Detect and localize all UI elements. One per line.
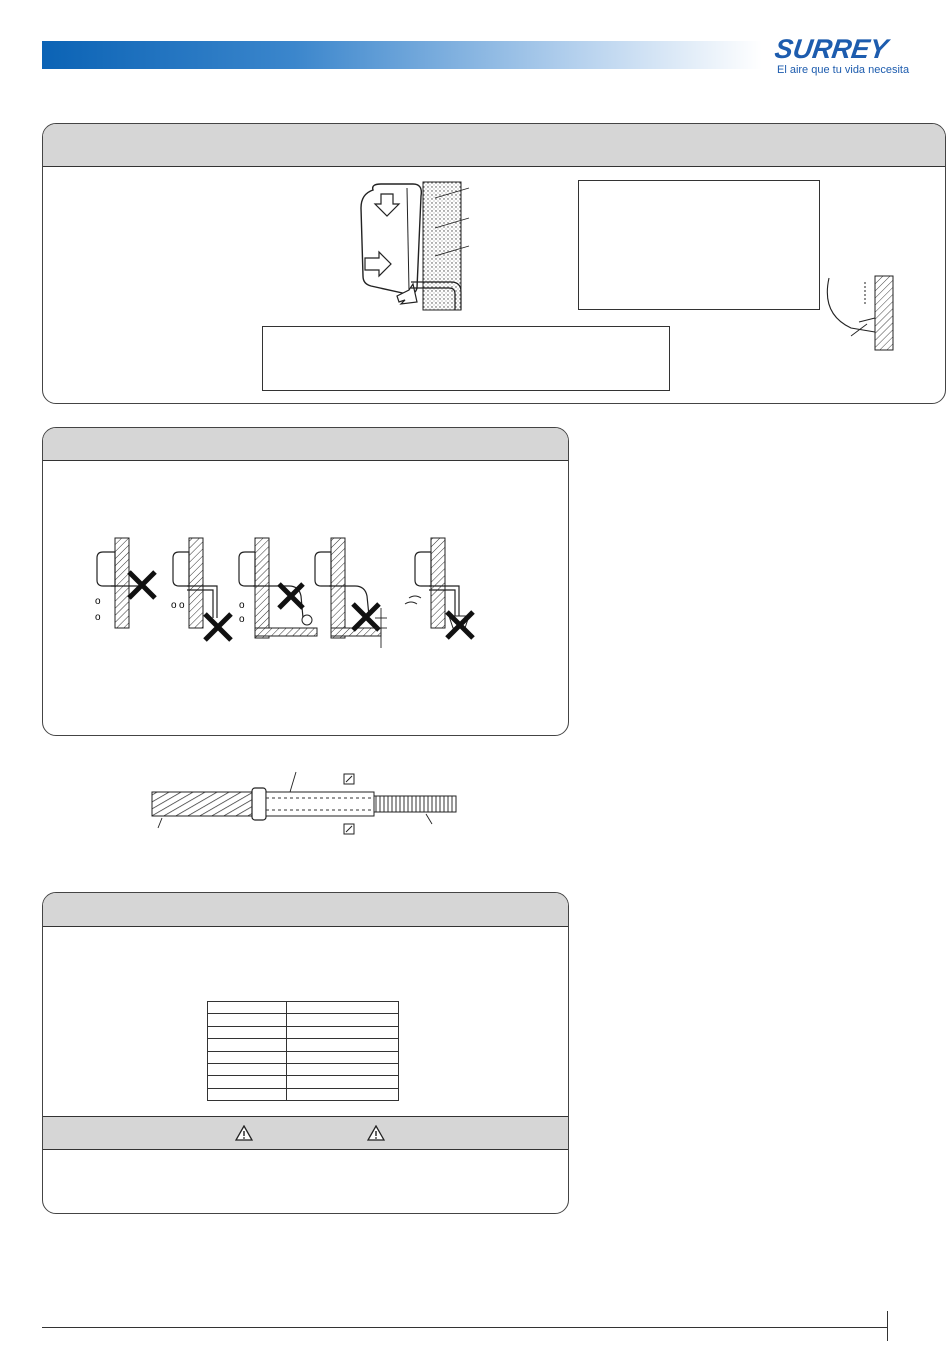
table-row: [208, 1076, 399, 1088]
panel-drain-hose-errors: [42, 427, 569, 736]
table-row: [208, 1002, 399, 1014]
panel-header: [43, 428, 568, 461]
header-gradient-bar: [42, 41, 762, 69]
wall-pipe-detail: [821, 274, 901, 354]
svg-text:o: o: [95, 612, 101, 623]
footer-divider: [42, 1327, 887, 1328]
spec-table: [207, 1001, 399, 1101]
panel-header: [43, 893, 568, 927]
drain-hose-extension-illustration: [150, 768, 470, 840]
drain-example-5: [405, 538, 473, 638]
panel-specifications: [42, 892, 569, 1214]
table-row: [208, 1039, 399, 1051]
table-row: [208, 1088, 399, 1100]
panel-header: [43, 124, 945, 167]
table-row: [208, 1063, 399, 1075]
svg-text:o: o: [171, 600, 177, 611]
svg-text:o: o: [239, 614, 245, 625]
svg-text:o: o: [179, 600, 185, 611]
indoor-unit-illustration: [351, 178, 481, 313]
warning-triangle-icon: [235, 1125, 253, 1141]
brand-name: SURREY: [772, 34, 890, 64]
drain-example-2: [171, 538, 231, 640]
table-row: [208, 1026, 399, 1038]
panel-indoor-unit-drainage: [42, 123, 946, 404]
svg-text:o: o: [95, 596, 101, 607]
svg-text:o: o: [239, 600, 245, 611]
warning-header: [43, 1116, 568, 1150]
drain-example-3: [239, 538, 317, 638]
note-box-right: [578, 180, 820, 310]
note-box-bottom: [262, 326, 670, 391]
footer-page-marker: [887, 1311, 888, 1341]
drain-example-1: [95, 538, 155, 628]
surrey-logo: [772, 34, 915, 78]
warning-triangle-icon: [367, 1125, 385, 1141]
table-row: [208, 1014, 399, 1026]
brand-tagline: El aire que tu vida necesita: [777, 64, 910, 76]
table-row: [208, 1051, 399, 1063]
incorrect-drain-examples: [89, 528, 509, 658]
drain-example-4: [315, 538, 387, 648]
